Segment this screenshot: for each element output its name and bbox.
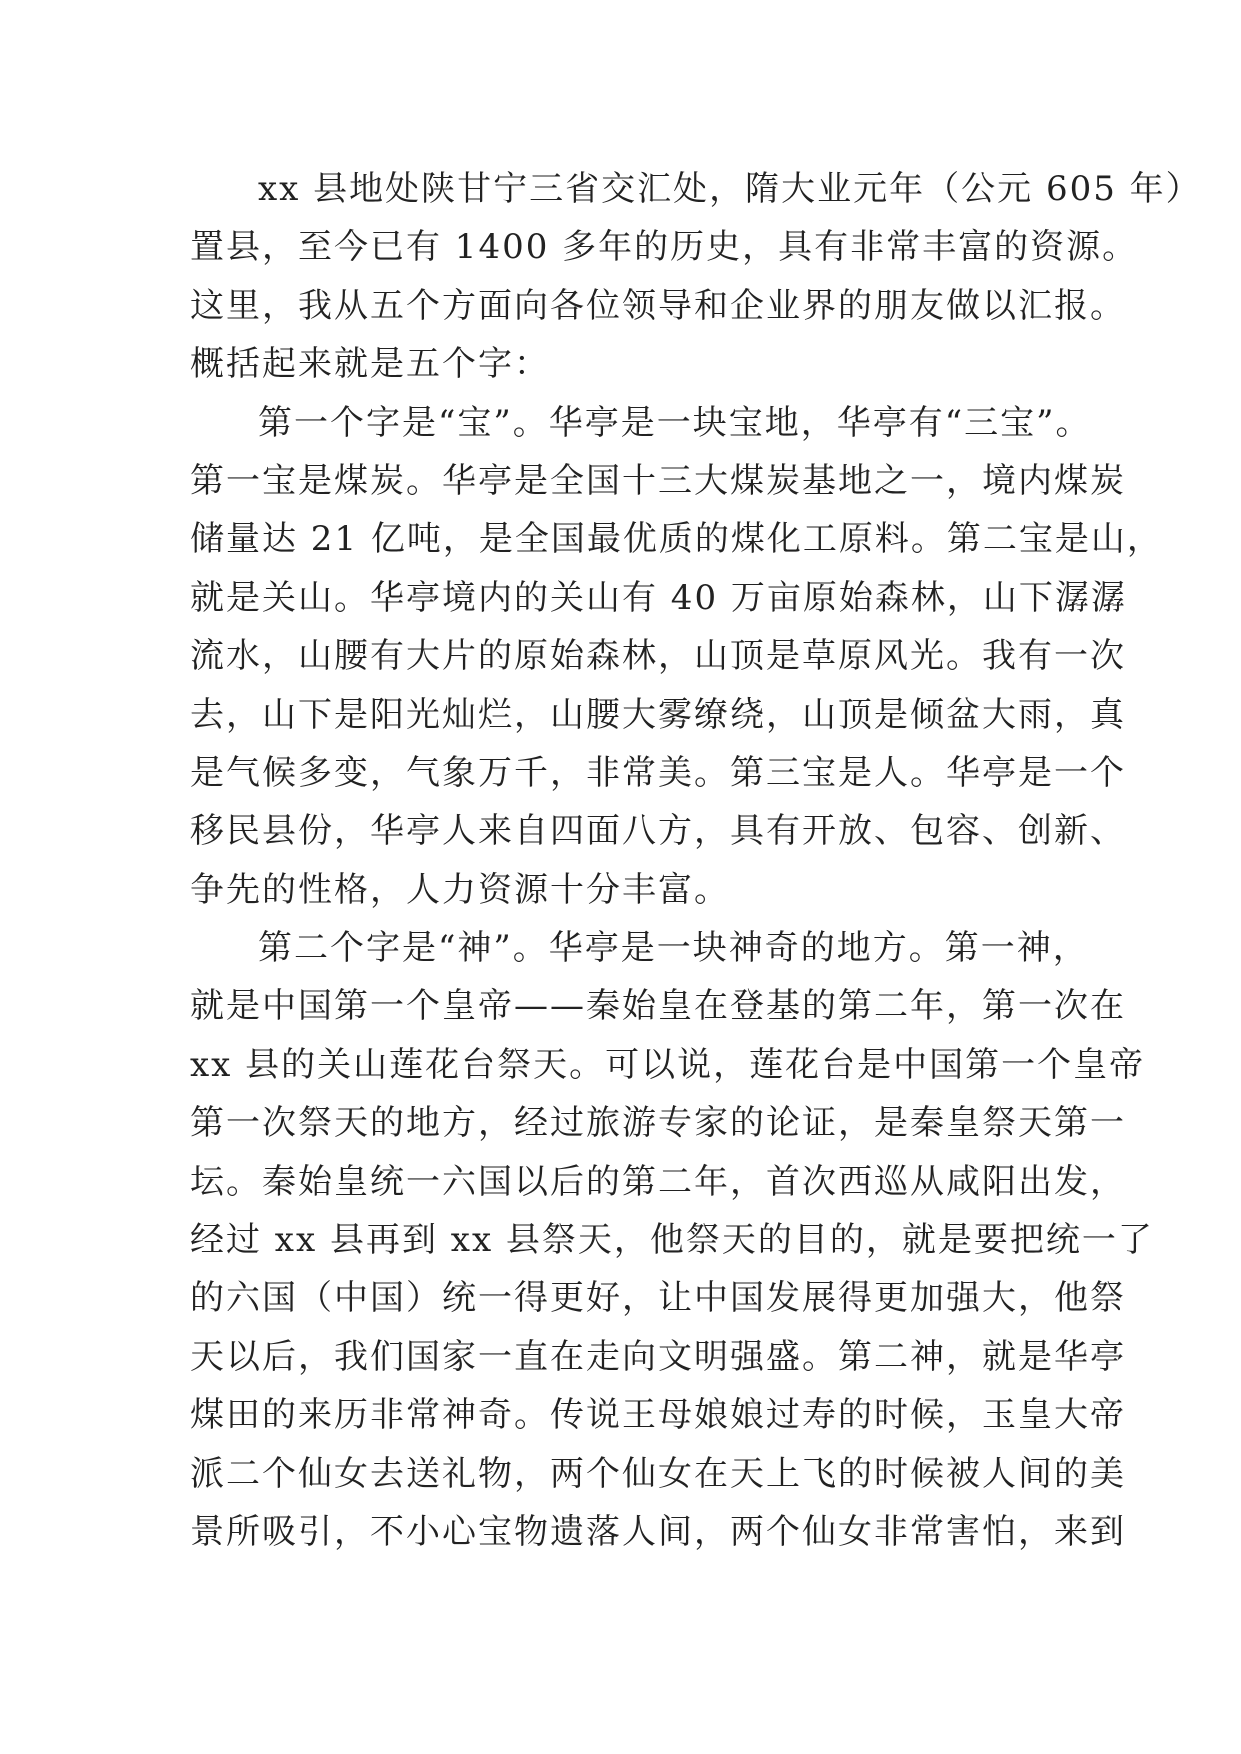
paragraph-3-line-1: 第二个字是“神”。华亭是一块神奇的地方。第一神， <box>258 928 1089 969</box>
paragraph-2-line-5: 流水，山腰有大片的原始森林，山顶是草原风光。我有一次 <box>190 636 1126 677</box>
paragraph-3-line-6: 经过 xx 县再到 xx 县祭天，他祭天的目的，就是要把统一了 <box>190 1220 1154 1261</box>
paragraph-1-line-3: 这里，我从五个方面向各位领导和企业界的朋友做以汇报。 <box>190 285 1126 326</box>
paragraph-1-line-2: 置县，至今已有 1400 多年的历史，具有非常丰富的资源。 <box>190 227 1139 268</box>
paragraph-2-line-2: 第一宝是煤炭。华亭是全国十三大煤炭基地之一，境内煤炭 <box>190 460 1126 501</box>
paragraph-2-line-7: 是气候多变，气象万千，非常美。第三宝是人。华亭是一个 <box>190 752 1126 793</box>
paragraph-3-line-4: 第一次祭天的地方，经过旅游专家的论证，是秦皇祭天第一 <box>190 1103 1126 1144</box>
paragraph-2-line-6: 去，山下是阳光灿烂，山腰大雾缭绕，山顶是倾盆大雨，真 <box>190 694 1126 735</box>
paragraph-3-line-8: 天以后，我们国家一直在走向文明强盛。第二神，就是华亭 <box>190 1336 1126 1377</box>
document-body <box>190 160 1202 1561</box>
paragraph-2-line-3: 储量达 21 亿吨，是全国最优质的煤化工原料。第二宝是山， <box>190 519 1163 560</box>
paragraph-3-line-9: 煤田的来历非常神奇。传说王母娘娘过寿的时候，玉皇大帝 <box>190 1395 1126 1436</box>
paragraph-3-line-2: 就是中国第一个皇帝——秦始皇在登基的第二年，第一次在 <box>190 986 1126 1027</box>
paragraph-2-line-8: 移民县份，华亭人来自四面八方，具有开放、包容、创新、 <box>190 811 1126 852</box>
paragraph-3-line-5: 坛。秦始皇统一六国以后的第二年，首次西巡从咸阳出发， <box>190 1161 1126 1202</box>
paragraph-3-line-3: xx 县的关山莲花台祭天。可以说，莲花台是中国第一个皇帝 <box>190 1044 1146 1085</box>
paragraph-3-line-7: 的六国（中国）统一得更好，让中国发展得更加强大，他祭 <box>190 1278 1126 1319</box>
paragraph-3-line-11: 景所吸引，不小心宝物遗落人间，两个仙女非常害怕，来到 <box>190 1511 1126 1552</box>
paragraph-2-line-1: 第一个字是“宝”。华亭是一块宝地，华亭有“三宝”。 <box>258 402 1092 443</box>
paragraph-1-line-1: xx 县地处陕甘宁三省交汇处，隋大业元年（公元 605 年） <box>258 169 1202 209</box>
paragraph-2-line-4: 就是关山。华亭境内的关山有 40 万亩原始森林，山下潺潺 <box>190 577 1127 618</box>
paragraph-2-line-9: 争先的性格，人力资源十分丰富。 <box>190 869 730 910</box>
paragraph-1-line-4: 概括起来就是五个字： <box>190 344 550 385</box>
paragraph-3-line-10: 派二个仙女去送礼物，两个仙女在天上飞的时候被人间的美 <box>190 1453 1126 1494</box>
